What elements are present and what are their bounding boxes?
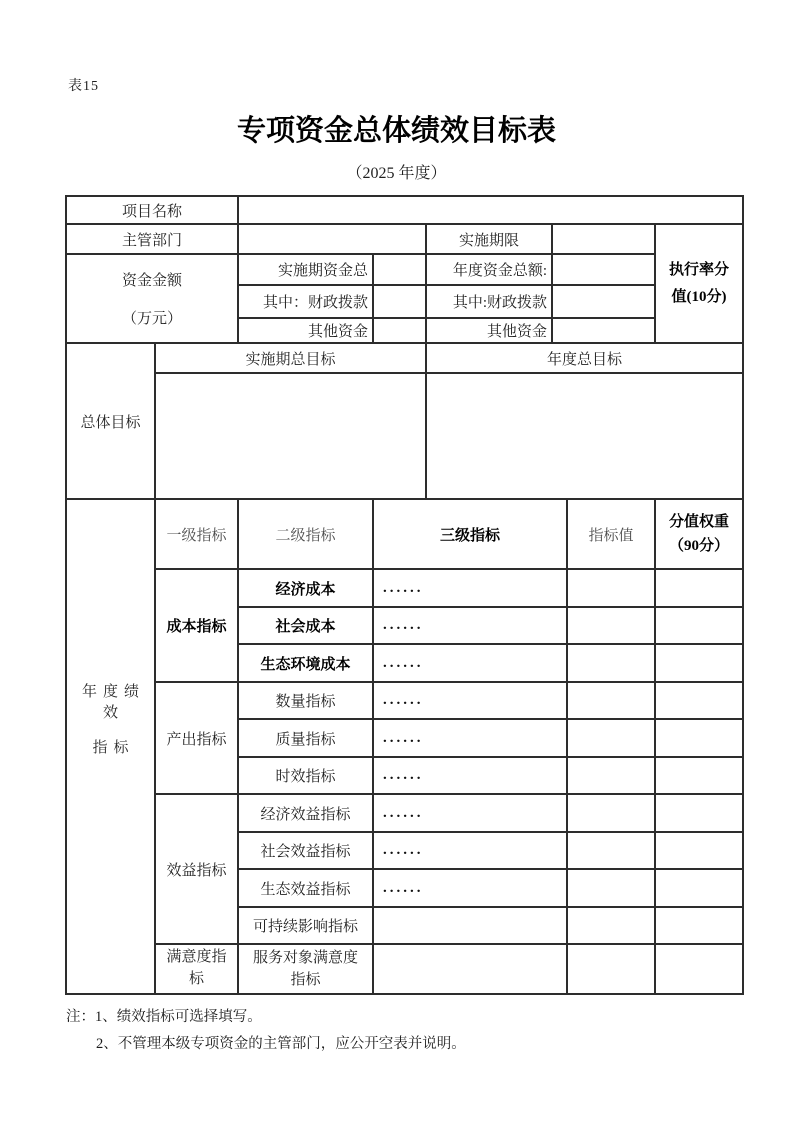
header-level3: 三级指标: [373, 499, 567, 569]
level2-economic-cost: 经济成本: [238, 569, 373, 607]
group-label-cost: 成本指标: [155, 569, 238, 682]
footnote-1: 注：1、绩效指标可选择填写。: [66, 1009, 262, 1025]
implementation-period-value-cell: [552, 224, 655, 254]
weight-cell: [655, 607, 743, 644]
annual-indicators-label-line2: 指标: [92, 740, 135, 756]
level2-social-cost: 社会成本: [238, 607, 373, 644]
footnotes: [66, 1004, 706, 1058]
group-label-benefit: 效益指标: [155, 794, 238, 944]
value-cell: [567, 869, 655, 907]
group-label-satisfaction: [155, 944, 238, 994]
page-title: 专项资金总体绩效目标表: [236, 115, 556, 147]
value-cell: [567, 907, 655, 944]
annual-funds-total-label: 年度资金总额:: [426, 254, 552, 285]
level3-dots-cell: ......: [373, 869, 567, 907]
weight-cell: [655, 907, 743, 944]
value-cell: [567, 569, 655, 607]
weight-cell: [655, 944, 743, 994]
weight-cell: [655, 794, 743, 832]
implementation-funds-total-label: 实施期资金总: [238, 254, 373, 285]
weight-cell: [655, 644, 743, 682]
annual-indicators-label-line1: 年度绩效: [81, 684, 145, 721]
fund-amount-label-line2: （万元）: [122, 311, 183, 327]
level3-dots-cell: ......: [373, 644, 567, 682]
value-cell: [567, 682, 655, 719]
value-cell: [567, 607, 655, 644]
level3-dots-cell: ......: [373, 569, 567, 607]
header-weight-text: 分值权重（90分）: [669, 514, 730, 554]
implementation-other-value-cell: [373, 318, 426, 343]
weight-cell: [655, 682, 743, 719]
implementation-period-label: 实施期限: [426, 224, 552, 254]
annual-goal-value-cell: [426, 373, 743, 499]
level2-economic-benefit: 经济效益指标: [238, 794, 373, 832]
implementation-other-label: 其他资金: [238, 318, 373, 343]
value-cell: [567, 644, 655, 682]
level2-service-target-satisfaction: [238, 944, 373, 994]
value-cell: [567, 757, 655, 794]
level3-dots-cell: ......: [373, 607, 567, 644]
header-weight: [655, 499, 743, 569]
project-name-value-cell: [238, 196, 743, 224]
annual-fiscal-label: 其中:财政拨款: [426, 285, 552, 318]
fund-amount-label: [66, 254, 238, 343]
overall-goal-label: 总体目标: [66, 343, 155, 499]
implementation-goal-value-cell: [155, 373, 426, 499]
weight-cell: [655, 869, 743, 907]
level3-dots-cell: ......: [373, 682, 567, 719]
level2-eco-benefit: 生态效益指标: [238, 869, 373, 907]
level2-social-benefit: 社会效益指标: [238, 832, 373, 869]
group-label-output: 产出指标: [155, 682, 238, 794]
level2-quality: 质量指标: [238, 719, 373, 757]
header-value: 指标值: [567, 499, 655, 569]
page-subtitle: （2025 年度）: [346, 165, 447, 182]
level2-eco-environment-cost: 生态环境成本: [238, 644, 373, 682]
execution-rate-score-text: 执行率分值(10分): [669, 262, 730, 305]
annual-other-value-cell: [552, 318, 655, 343]
weight-cell: [655, 569, 743, 607]
annual-fiscal-value-cell: [552, 285, 655, 318]
level2-sustainable-impact: 可持续影响指标: [238, 907, 373, 944]
level3-dots-cell: ......: [373, 757, 567, 794]
level3-dots-cell: ......: [373, 832, 567, 869]
level2-service-target-satisfaction-text: 服务对象满意度指标: [253, 949, 359, 988]
level3-empty-cell: [373, 907, 567, 944]
implementation-goal-header: 实施期总目标: [155, 343, 426, 373]
value-cell: [567, 719, 655, 757]
department-value-cell: [238, 224, 426, 254]
performance-target-table: [65, 195, 744, 995]
execution-rate-score-label: [655, 224, 743, 343]
level2-quantity: 数量指标: [238, 682, 373, 719]
level2-timeliness: 时效指标: [238, 757, 373, 794]
implementation-fiscal-label: 其中：财政拨款: [238, 285, 373, 318]
weight-cell: [655, 757, 743, 794]
level3-dots-cell: ......: [373, 719, 567, 757]
header-level1: 一级指标: [155, 499, 238, 569]
project-name-label: 项目名称: [66, 196, 238, 224]
weight-cell: [655, 832, 743, 869]
level3-dots-cell: ......: [373, 794, 567, 832]
level3-empty-cell: [373, 944, 567, 994]
annual-other-label: 其他资金: [426, 318, 552, 343]
annual-goal-header: 年度总目标: [426, 343, 743, 373]
implementation-funds-total-value-cell: [373, 254, 426, 285]
table-number: 表15: [68, 79, 99, 94]
value-cell: [567, 944, 655, 994]
annual-indicators-section-label: [66, 499, 155, 994]
annual-funds-total-value-cell: [552, 254, 655, 285]
footnote-2: 2、不管理本级专项资金的主管部门，应公开空表并说明。: [96, 1036, 466, 1052]
value-cell: [567, 794, 655, 832]
department-label: 主管部门: [66, 224, 238, 254]
value-cell: [567, 832, 655, 869]
header-level2: 二级指标: [238, 499, 373, 569]
fund-amount-label-line1: 资金金额: [122, 273, 183, 289]
weight-cell: [655, 719, 743, 757]
group-label-satisfaction-text: 满意度指标: [166, 949, 227, 987]
implementation-fiscal-value-cell: [373, 285, 426, 318]
